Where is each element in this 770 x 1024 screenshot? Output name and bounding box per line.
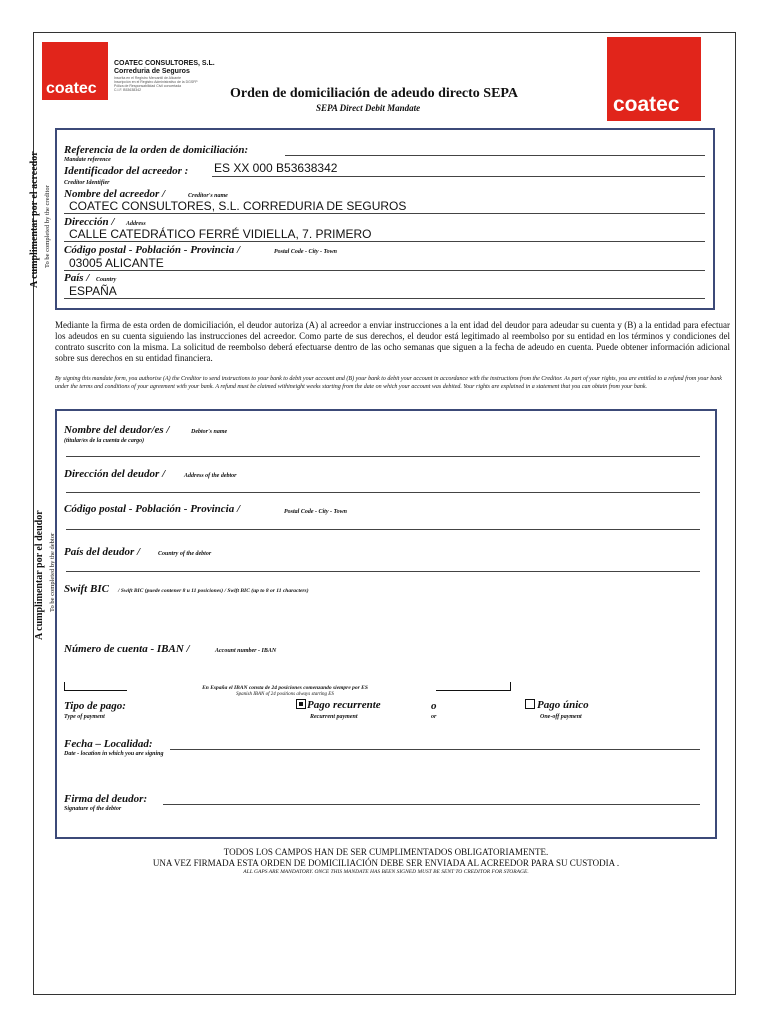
footer-line-3: ALL GAPS ARE MANDATORY. ONCE THIS MANDATE HAS BEEN SIGNED MUST BE SENT TO CREDITOR FOR STORAGE.	[243, 869, 529, 875]
creditor-addr-label: Dirección /	[64, 216, 115, 228]
debtor-addr-line[interactable]	[66, 492, 700, 493]
creditor-cp-line	[64, 270, 705, 271]
footer-line-1: TODOS LOS CAMPOS HAN DE SER CUMPLIMENTADOS OBLIGATORIAMENTE.	[223, 847, 549, 857]
form-subtitle: SEPA Direct Debit Mandate	[316, 103, 421, 113]
signature-label: Firma del deudor:	[64, 793, 148, 805]
creditor-country-label: País /	[64, 272, 90, 284]
mandate-ref-en: Mandate reference	[64, 157, 111, 163]
debtor-country-en: Country of the debtor	[158, 551, 212, 557]
creditor-id-en: Creditor Identifier	[64, 180, 110, 186]
debtor-side-label: A cumplimentar por el deudor	[34, 510, 45, 640]
payment-type-label: Tipo de pago:	[64, 700, 126, 712]
debtor-name-sub: (titular/es de la cuenta de cargo)	[64, 438, 145, 444]
date-location-en: Date - location in which you are signing	[64, 751, 164, 757]
iban-bracket-right[interactable]	[436, 682, 511, 691]
oneoff-checkbox[interactable]	[525, 699, 535, 709]
company-info	[114, 60, 215, 92]
creditor-name-en: Creditor's name	[188, 193, 228, 199]
company-name: COATEC CONSULTORES, S.L.	[114, 60, 215, 67]
creditor-country-line	[64, 298, 705, 299]
creditor-addr-en: Address	[126, 221, 146, 227]
oneoff-en: One-off payment	[540, 714, 582, 720]
form-title: Orden de domiciliación de adeudo directo SEPA	[230, 86, 519, 101]
oneoff-label: Pago único	[537, 699, 589, 711]
debtor-country-label: País del deudor /	[64, 546, 141, 558]
coatec-logo-left	[42, 42, 108, 100]
footer-line-2: UNA VEZ FIRMADA ESTA ORDEN DE DOMICILIACIÓN DEBE SER ENVIADA AL ACREEDOR PARA SU CUSTODIA .	[152, 858, 620, 868]
creditor-country-value: ESPAÑA	[69, 284, 117, 298]
logo-right-text: coatec	[613, 93, 680, 116]
creditor-id-label: Identificador del acreedor :	[64, 165, 189, 177]
legal-text-en: By signing this mandate form, you authorise (A) the Creditor to send instructions to your bank to debit your account and (B) your bank to debit your account in accordance with the instructions from the Creditor. As part of your rights, you are entitled to a refund from your bank under the terms and conditions of your agreement with your bank. A refund must be claimed withineight weeks starting from the date on which your account was debited. Your rights are explained in a statement that you can obtain from your bank.	[55, 376, 722, 390]
creditor-country-en: Country	[96, 277, 117, 283]
debtor-cp-en: Postal Code - City - Town	[284, 509, 347, 515]
debtor-side-label-en: To be completed by the debtor	[49, 532, 56, 612]
recurrent-check-mark	[299, 702, 303, 706]
debtor-cp-label: Código postal - Población - Provincia /	[64, 503, 240, 515]
debtor-name-label: Nombre del deudor/es /	[64, 424, 170, 436]
logo-left-text: coatec	[46, 80, 97, 97]
creditor-side-label-en: To be completed by the creditor	[44, 185, 51, 268]
swift-label: Swift BIC	[64, 583, 109, 595]
creditor-name-line	[64, 213, 705, 214]
debtor-name-line[interactable]	[66, 456, 700, 457]
company-fine-1: Inscrita en el Registro Mercantil de Alicante	[114, 76, 182, 80]
creditor-cp-value: 03005 ALICANTE	[69, 256, 164, 270]
company-sub: Correduria de Seguros	[114, 68, 190, 75]
debtor-addr-en: Address of the debtor	[184, 473, 237, 479]
payment-type-en: Type of payment	[64, 714, 105, 720]
debtor-cp-line[interactable]	[66, 529, 700, 530]
debtor-addr-label: Dirección del deudor /	[64, 468, 166, 480]
creditor-id-line	[212, 176, 705, 177]
creditor-side-label: A cumplimentar por el acreedor	[29, 151, 40, 288]
creditor-name-value: COATEC CONSULTORES, S.L. CORREDURIA DE SEGUROS	[69, 199, 407, 213]
creditor-name-label: Nombre del acreedor /	[64, 188, 166, 200]
date-location-line[interactable]	[170, 749, 700, 750]
iban-bracket-left[interactable]	[64, 682, 127, 691]
signature-line[interactable]	[163, 804, 700, 805]
iban-label: Número de cuenta - IBAN /	[64, 643, 190, 655]
signature-en: Signature of the debtor	[64, 806, 122, 812]
mandate-ref-line[interactable]	[285, 155, 705, 156]
or-label: o	[431, 700, 437, 712]
coatec-logo-right	[607, 37, 701, 121]
creditor-id-value: ES XX 000 B53638342	[214, 161, 338, 175]
company-fine-3: Póliza de Responsabilidad Civil concertada	[114, 84, 182, 88]
creditor-addr-value: CALLE CATEDRÁTICO FERRÉ VIDIELLA, 7. PRIMERO	[69, 227, 372, 241]
company-fine-2: Inscripción en el Registro Administrativo de la DGSFP	[114, 80, 198, 84]
iban-note-en: Spanish IBAN of 24 positions always starting ES	[236, 692, 334, 697]
debtor-name-en: Debtor's name	[191, 429, 228, 435]
creditor-cp-en: Postal Code - City - Town	[274, 249, 337, 255]
creditor-cp-label: Código postal - Población - Provincia /	[64, 244, 240, 256]
recurrent-label: Pago recurrente	[307, 699, 381, 711]
or-en: or	[431, 714, 437, 720]
swift-en: / Swift BIC (puede contener 8 u 11 posiciones) / Swift BIC (up to 8 or 11 characters)	[118, 588, 309, 594]
iban-note: En España el IBAN consta de 24 posiciones comenzando siempre por ES	[202, 685, 368, 691]
mandate-ref-label: Referencia de la orden de domiciliación:	[64, 144, 249, 156]
creditor-addr-line	[64, 241, 705, 242]
company-fine-4: C.I.F. B53638342	[114, 88, 142, 92]
recurrent-en: Recurrent payment	[310, 714, 358, 720]
legal-text-es: Mediante la firma de esta orden de domiciliación, el deudor autoriza (A) al acreedor a enviar instrucciones a la ent idad del deudor para adeudar su cuenta y (B) a la entidad para efectuar los adeudos en su cuenta siguiendo las instrucciones del acreedor. Como parte de sus derechos, el deudor está legitimado al reembolso por su entidad en los términos y condiciones del contrato suscrito con la misma. La solicitud de reembolso deberá efectuarse dentro de las ocho semanas que siguen a la fecha de adeudo en cuenta. Puede obtener información adicional sobre sus derechos en su entidad financiera.	[55, 320, 730, 363]
date-location-label: Fecha – Localidad:	[64, 738, 153, 750]
debtor-country-line[interactable]	[66, 571, 700, 572]
recurrent-checkbox[interactable]	[296, 699, 306, 709]
iban-en: Account number - IBAN	[215, 648, 277, 654]
